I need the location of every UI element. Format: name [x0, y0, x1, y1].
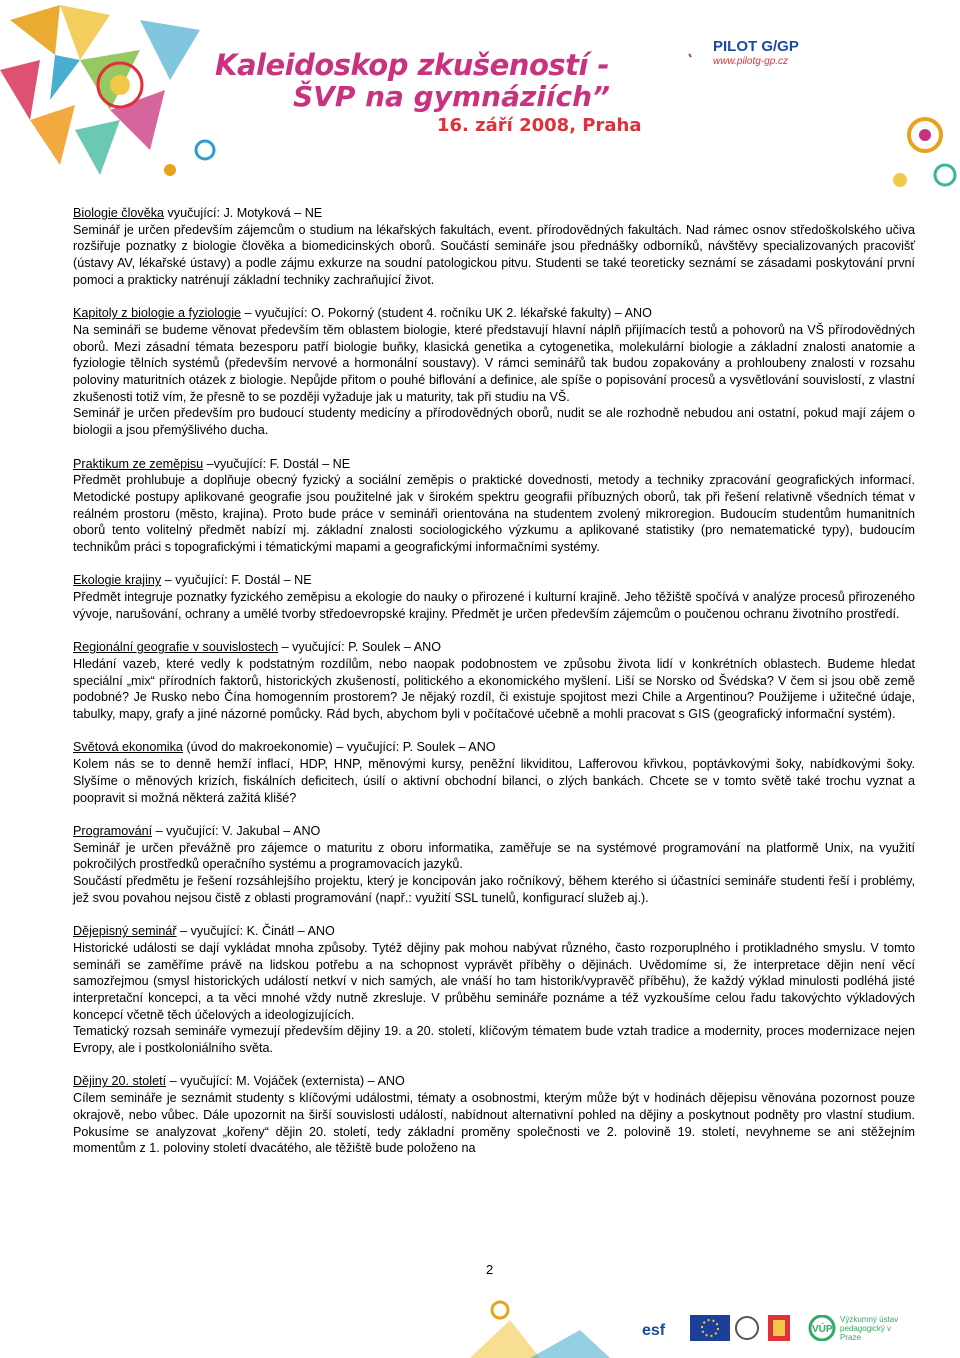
section-paragraph: Součástí předmětu je řešení rozsáhlejšího projektu, který je koncipován jako ročníkový, během kterého si účastníci semináře studenti řeší i problémy, jež svou povahou nejsou čistě z oblasti programování (např.: využití SSL tunelů, konfigurací služeb aj.).	[73, 874, 915, 905]
section-heading	[73, 739, 915, 756]
pilot-logo-icon	[688, 38, 712, 74]
section-title: Kapitoly z biologie a fyziologie	[73, 306, 242, 321]
section-kapitoly-biologie	[73, 305, 915, 439]
page-header	[0, 0, 960, 185]
section-title: Světová ekonomika	[73, 740, 183, 755]
section-title: Programování	[73, 823, 153, 838]
section-regionalni-geografie	[73, 639, 915, 723]
section-paragraph: Seminář je určen především pro budoucí studenty medicíny a přírodovědných oborů, nudit se ale rozhodně nebudou ani ostatní, pokud mají zájem o biologii a jsou přemýšlivého ducha.	[73, 406, 915, 438]
section-meta: (úvod do makroekonomie) – vyučující: P. Soulek – ANO	[182, 740, 496, 755]
section-heading	[73, 572, 915, 589]
pilot-logo-name: PILOT G/GP	[713, 38, 799, 55]
conference-date: 16. září 2008, Praha	[437, 115, 642, 136]
section-title: Dějiny 20. století	[73, 1074, 167, 1089]
section-paragraph: Cílem semináře je seznámit studenty s klíčovými událostmi, tématy a osobnostmi, kterým může být v hodinách dějepisu věnována pozornost pouze okrajově, nebo vůbec. Dále upozornit na širší souvislosti událostí, nabídnout alternativní pohled na dějiny a poskytnout podněty pro vlastní studium. Pokusíme se analyzovat „kořeny“ dějin 20. století, tedy základní proměny společnosti ve 2. polovině 19. století, nevyhneme se ani stěžejním momentům z 1. poloviny století dvacátého, ale těžiště bude položeno na	[73, 1091, 915, 1156]
section-title: Dějepisný seminář	[73, 924, 177, 939]
prague-logo-icon	[768, 1315, 790, 1341]
page-number: 2	[486, 1262, 494, 1277]
section-dejepisny-seminar	[73, 923, 915, 1057]
conference-title	[215, 48, 645, 136]
title-line-1: Kaleidoskop zkušeností -	[215, 48, 610, 82]
section-paragraph: Předmět prohlubuje a doplňuje obecný fyzický a sociální zeměpis o praktické dovednosti, metody a techniky zpracování geografických informací. Metodické postupy aplikované geografie jsou použitelné jak v širokém spektru geografii příbuzných oborů, tak při řešení relativně všedních témat v reálném prostoru (město, krajina). Proto bude práce v semináři orientována na studentem zvolený mikroregion. Budoucím studentům humanitních oborů tento volitelný předmět nabízí mj. základní znalosti sociologického výzkumu a aplikované statistiky (pro nematematické typy), budoucím technikům práci s topografickými i tématickými mapami a geografickými informačními systémy.	[73, 473, 915, 555]
svg-text:esf: esf	[642, 1322, 666, 1339]
section-paragraph: Historické události se dají vykládat mnoha způsoby. Tytéž dějiny pak mohou nabývat různého, často rozporuplného i protikladného smyslu. V tomto semináři se zaměříme právě na lidskou potřebu a na schopnost vyprávět příběhy o dějinách. Uvědomíme si, že interpretace dějin není věcí samozřejmou (smysl historických událostí netkví v nich samých, ale vnáší ho tam historik/vypravěč příběhu), že každý výklad minulosti podléhá jisté interpretační koncepci, a ta věci mnohé vždy nutně zkresluje. V průběhu semináře poznáme a též vyzkoušíme celou řadu takovýchto výkladových koncepcí včetně těch účelových a ideologizujících.	[73, 940, 915, 1022]
section-meta: – vyučující: K. Činátl – ANO	[176, 924, 335, 939]
section-meta: vyučující: J. Motyková – NE	[164, 206, 323, 220]
section-title: Ekologie krajiny	[73, 573, 162, 588]
section-meta: – vyučující: F. Dostál – NE	[161, 573, 312, 588]
section-meta: – vyučující: M. Vojáček (externista) – ANO	[166, 1074, 405, 1089]
svg-text:VÚP: VÚP	[812, 1324, 833, 1335]
section-title: Praktikum ze zeměpisu	[73, 456, 204, 471]
section-svetova-ekonomika	[73, 739, 915, 806]
section-heading	[73, 456, 915, 473]
msmt-logo-icon	[732, 1315, 762, 1341]
section-paragraph: Kolem nás se to denně hemží inflací, HDP, HNP, měnovými kursy, peněžní likviditou, Lafferovou křivkou, poptávkovými šoky, nabídkovými šoky. Slyšíme o měnových krizích, fiskálních deficitech, úsilí o aktivní obchodní bilanci, o zlých bankách. Chcete se v tomto světě také trochu vyznat a poopravit si možná některá zažitá klišé?	[73, 757, 915, 805]
section-paragraph: Seminář je určen především zájemcům o studium na lékařských fakultách, event. přírodovědných fakultách. Nad rámec osnov středoškolského učiva rozšiřuje poznatky z biologie člověka a biomedicinských oborů. Součástí semináře jsou přednášky odborníků, návštěvy specializovaných pracovišť (ústavy AV, lékařské ústavy) a podle zájmu exkurze na soudní patologickou pitvu. Studenti se také teoreticky seznámí se zásadami poskytování první pomoci a prakticky natrénují základní techniky zachraňující život.	[73, 222, 915, 287]
document-body	[73, 205, 915, 1174]
section-heading	[73, 923, 915, 940]
vup-label: Výzkumný ústav pedagogický v Praze	[840, 1315, 899, 1342]
section-programovani	[73, 823, 915, 907]
section-heading	[73, 305, 915, 322]
eu-flag-icon	[690, 1315, 730, 1341]
kaleidoscope-decoration-icon	[0, 0, 230, 185]
section-title: Regionální geografie v souvislostech	[73, 640, 279, 655]
section-meta: – vyučující: O. Pokorný (student 4. ročníku UK 2. lékařské fakulty) – ANO	[241, 306, 652, 321]
section-meta: – vyučující: P. Soulek – ANO	[278, 640, 441, 655]
title-line-2: ŠVP na gymnáziích”	[293, 80, 611, 113]
section-biologie-cloveka	[73, 205, 915, 289]
section-heading	[73, 823, 915, 840]
section-heading	[73, 639, 915, 656]
section-heading	[73, 205, 915, 222]
section-paragraph: Hledání vazeb, které vedly k podstatným rozdílům, nebo naopak podobnostem ve způsobu života lidí v konkrétních oblastech. Budeme hledat speciální „mix“ přírodních faktorů, historických zkušeností, politického a ekonomického myšlení. Liší se Norsko od Švédska? V čem si jsou obě země podobné? Je Rusko nebo Čína homogenním prostorem? Je nějaký rozdíl, či existuje spojitost mezi Chile a Argentinou? Použijeme i užitečné údaje, tabulky, mapy, grafy a jiné názorné pomůcky. Rád bych, abychom byli v počítačové učebně a mohli pracovat s GIS (geografický informační systém).	[73, 656, 915, 722]
section-praktikum-zemepisu	[73, 456, 915, 556]
pilot-logo-url: www.pilotg-gp.cz	[713, 56, 789, 67]
section-meta: – vyučující: V. Jakubal – ANO	[152, 823, 321, 838]
vup-logo-icon	[806, 1315, 838, 1341]
section-dejiny-20-stoleti	[73, 1073, 915, 1157]
section-title: Biologie člověka	[73, 206, 165, 220]
flower-decoration-icon	[840, 105, 960, 205]
section-paragraph: Seminář je určen převážně pro zájemce o maturitu z oboru informatika, zaměřuje se na systémové programování na platformě Unix, na využití pokročilých prostředků operačního systému a programovacích jazyků.	[73, 840, 915, 872]
section-heading	[73, 1073, 915, 1090]
esf-logo-icon	[640, 1315, 688, 1341]
page-footer	[0, 1290, 960, 1358]
section-meta: –vyučující: F. Dostál – NE	[203, 456, 351, 471]
section-paragraph: Předmět integruje poznatky fyzického zeměpisu a ekologie do nauky o přirozené i kulturní krajině. Jeho těžiště spočívá v analýze procesů přirozeného vývoje, narušování, ochrany a umělé tvorby středoevropské krajiny. Předmět je určen především zájemcům o poučenou ochranu životního prostředí.	[73, 590, 915, 621]
section-paragraph: Na semináři se budeme věnovat především těm oblastem biologie, které představují hlavní náplň přijímacích testů a pohovorů na VŠ přírodovědných oborů. Mezi zásadní témata bezesporu patří biologie buňky, klasická genetika a cytogenetika, molekulární biologie a základní znalosti anatomie a fyziologie tělních systémů (především nervové a hormonální soustavy). V rámci seminářů tak budou zopakovány a prohloubeny znalosti v rozsahu poloviny maturitních otázek z biologie. Nepůjde přitom o pouhé biflování a definice, ale spíše o popisování procesů a vysvětlování souvislostí, z vlastní zkušenosti totiž vím, že přesně to se později vyžaduje jak u maturity, tak při studiu na VŠ.	[73, 322, 915, 404]
section-ekologie-krajiny	[73, 572, 915, 622]
section-paragraph: Tematický rozsah semináře vymezují především dějiny 19. a 20. století, klíčovým tématem bude vztah tradice a modernity, proces modernizace nejen Evropy, ale i postkoloniálního světa.	[73, 1024, 915, 1056]
